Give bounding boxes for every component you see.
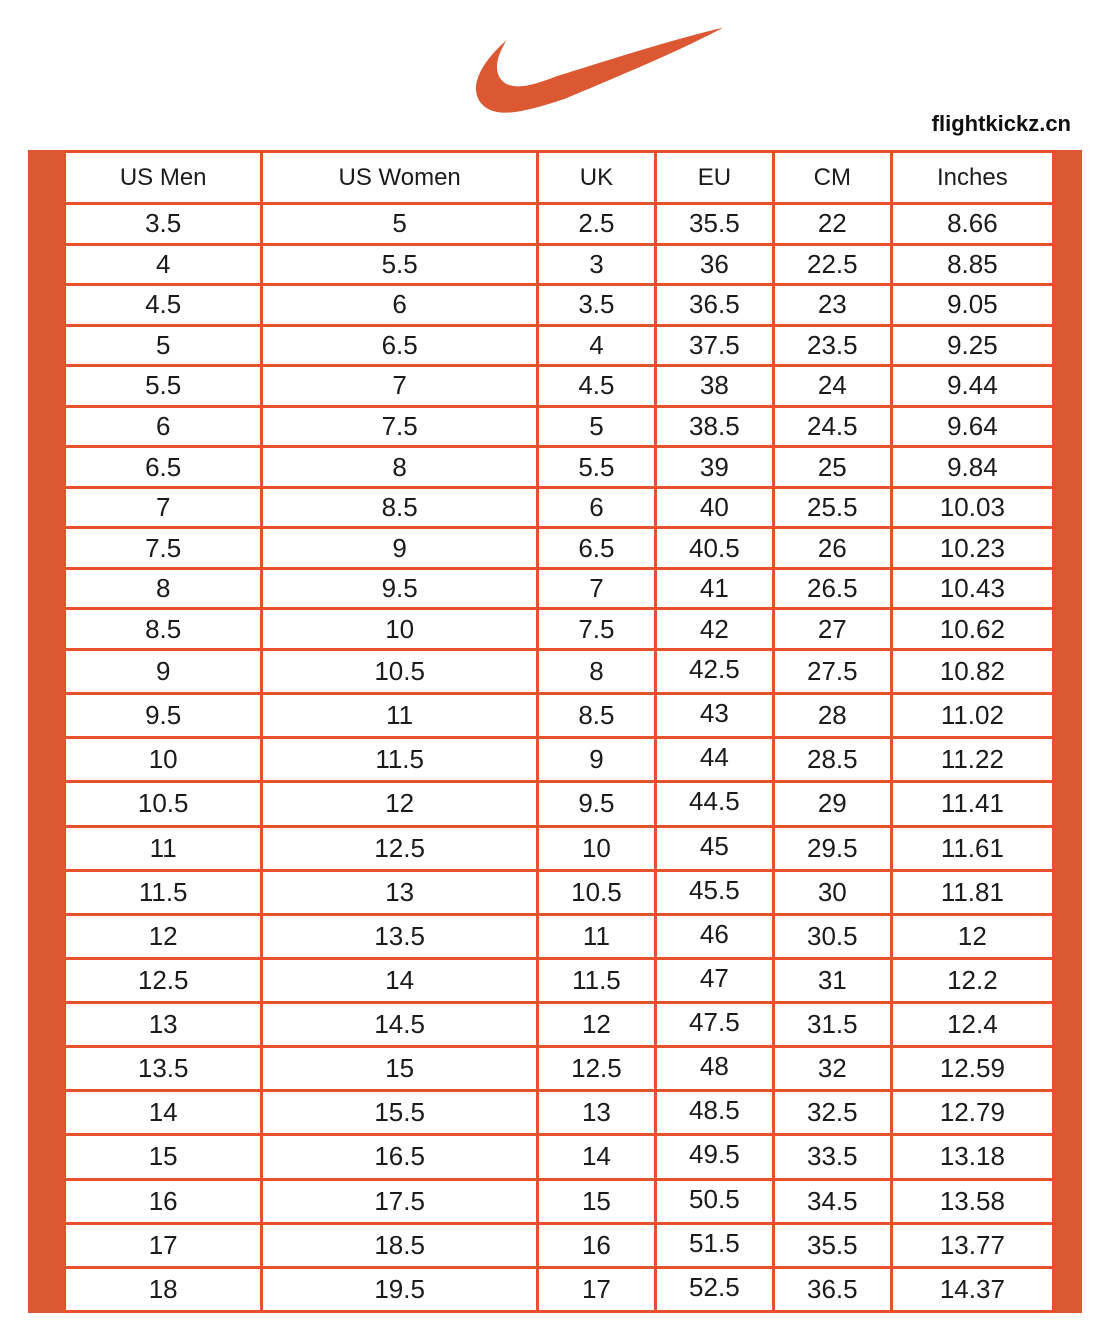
table-row bbox=[65, 958, 1054, 1002]
table-cell: 8.5 bbox=[65, 609, 262, 650]
table-cell: 6 bbox=[262, 285, 538, 326]
table-cell: 14 bbox=[537, 1135, 655, 1179]
table-cell: 9.64 bbox=[891, 406, 1053, 447]
table-cell: 19.5 bbox=[262, 1267, 538, 1311]
table-cell: 10.5 bbox=[262, 650, 538, 694]
table-cell: 2.5 bbox=[537, 204, 655, 245]
table-cell: 41 bbox=[655, 568, 773, 609]
table-cell: 10.43 bbox=[891, 568, 1053, 609]
table-row bbox=[65, 285, 1054, 326]
table-cell: 12.5 bbox=[65, 958, 262, 1002]
table-row bbox=[65, 406, 1054, 447]
table-cell: 7.5 bbox=[537, 609, 655, 650]
table-cell: 7.5 bbox=[65, 528, 262, 569]
table-cell: 45 bbox=[655, 826, 773, 870]
table-cell: 3.5 bbox=[65, 204, 262, 245]
table-cell: 24.5 bbox=[773, 406, 891, 447]
table-cell: 9.5 bbox=[262, 568, 538, 609]
site-label: flightkickz.cn bbox=[931, 111, 1071, 136]
table-cell: 9.44 bbox=[891, 366, 1053, 407]
table-cell: 12.5 bbox=[537, 1047, 655, 1091]
table-cell: 4 bbox=[65, 244, 262, 285]
column-header-inches: Inches bbox=[891, 152, 1053, 204]
header-row bbox=[65, 152, 1054, 204]
table-cell: 11.61 bbox=[891, 826, 1053, 870]
table-row bbox=[65, 870, 1054, 914]
table-cell: 28.5 bbox=[773, 738, 891, 782]
table-row bbox=[65, 694, 1054, 738]
table-cell: 31 bbox=[773, 958, 891, 1002]
table-cell: 13.58 bbox=[891, 1179, 1053, 1223]
table-cell: 44 bbox=[655, 738, 773, 782]
table-cell: 5.5 bbox=[537, 447, 655, 488]
table-cell: 40.5 bbox=[655, 528, 773, 569]
table-cell: 32.5 bbox=[773, 1091, 891, 1135]
left-accent-bar bbox=[28, 150, 63, 1313]
table-cell: 5 bbox=[262, 204, 538, 245]
table-cell: 52.5 bbox=[655, 1267, 773, 1311]
table-cell: 36 bbox=[655, 244, 773, 285]
table-cell: 3 bbox=[537, 244, 655, 285]
table-cell: 13.77 bbox=[891, 1223, 1053, 1267]
table-cell: 42.5 bbox=[655, 650, 773, 694]
table-cell: 26.5 bbox=[773, 568, 891, 609]
table-cell: 38 bbox=[655, 366, 773, 407]
table-row bbox=[65, 204, 1054, 245]
table-cell: 11 bbox=[65, 826, 262, 870]
table-cell: 9.25 bbox=[891, 325, 1053, 366]
table-cell: 12.79 bbox=[891, 1091, 1053, 1135]
table-cell: 12.59 bbox=[891, 1047, 1053, 1091]
table-row bbox=[65, 447, 1054, 488]
table-cell: 12 bbox=[262, 782, 538, 826]
table-cell: 48 bbox=[655, 1047, 773, 1091]
table-cell: 13 bbox=[262, 870, 538, 914]
table-cell: 30 bbox=[773, 870, 891, 914]
table-cell: 38.5 bbox=[655, 406, 773, 447]
table-cell: 11 bbox=[262, 694, 538, 738]
table-cell: 37.5 bbox=[655, 325, 773, 366]
table-row bbox=[65, 528, 1054, 569]
table-row bbox=[65, 1135, 1054, 1179]
table-cell: 12 bbox=[891, 914, 1053, 958]
table-cell: 22.5 bbox=[773, 244, 891, 285]
table-cell: 25 bbox=[773, 447, 891, 488]
table-cell: 14.37 bbox=[891, 1267, 1053, 1311]
table-cell: 48.5 bbox=[655, 1091, 773, 1135]
table-row bbox=[65, 782, 1054, 826]
table-cell: 16 bbox=[65, 1179, 262, 1223]
table-cell: 14 bbox=[65, 1091, 262, 1135]
table-cell: 27.5 bbox=[773, 650, 891, 694]
table-cell: 6.5 bbox=[262, 325, 538, 366]
table-cell: 6 bbox=[537, 487, 655, 528]
table-row bbox=[65, 826, 1054, 870]
table-row bbox=[65, 1179, 1054, 1223]
table-cell: 18.5 bbox=[262, 1223, 538, 1267]
table-cell: 7 bbox=[537, 568, 655, 609]
table-cell: 11.5 bbox=[262, 738, 538, 782]
table-cell: 12 bbox=[537, 1003, 655, 1047]
table-cell: 6 bbox=[65, 406, 262, 447]
column-header-us-women: US Women bbox=[262, 152, 538, 204]
table-cell: 10 bbox=[262, 609, 538, 650]
table-cell: 35.5 bbox=[773, 1223, 891, 1267]
table-cell: 44.5 bbox=[655, 782, 773, 826]
table-cell: 5.5 bbox=[262, 244, 538, 285]
table-cell: 28 bbox=[773, 694, 891, 738]
table-cell: 4 bbox=[537, 325, 655, 366]
table-cell: 11.5 bbox=[537, 958, 655, 1002]
table-cell: 8.5 bbox=[537, 694, 655, 738]
table-cell: 23 bbox=[773, 285, 891, 326]
table-cell: 51.5 bbox=[655, 1223, 773, 1267]
table-row bbox=[65, 738, 1054, 782]
table-cell: 16.5 bbox=[262, 1135, 538, 1179]
table-cell: 6.5 bbox=[65, 447, 262, 488]
table-cell: 29.5 bbox=[773, 826, 891, 870]
table-row bbox=[65, 244, 1054, 285]
table-cell: 15 bbox=[537, 1179, 655, 1223]
table-cell: 9.5 bbox=[537, 782, 655, 826]
table-cell: 8.66 bbox=[891, 204, 1053, 245]
right-accent-bar bbox=[1055, 150, 1082, 1313]
table-cell: 22 bbox=[773, 204, 891, 245]
table-cell: 13 bbox=[65, 1003, 262, 1047]
table-cell: 10.03 bbox=[891, 487, 1053, 528]
table-row bbox=[65, 1091, 1054, 1135]
table-cell: 34.5 bbox=[773, 1179, 891, 1223]
table-cell: 10.23 bbox=[891, 528, 1053, 569]
table-cell: 50.5 bbox=[655, 1179, 773, 1223]
table-cell: 13 bbox=[537, 1091, 655, 1135]
table-cell: 4.5 bbox=[537, 366, 655, 407]
table-body bbox=[65, 204, 1054, 1312]
table-cell: 12.5 bbox=[262, 826, 538, 870]
table-cell: 12.4 bbox=[891, 1003, 1053, 1047]
table-cell: 11.81 bbox=[891, 870, 1053, 914]
nike-swoosh-logo bbox=[452, 26, 724, 123]
table-cell: 14.5 bbox=[262, 1003, 538, 1047]
table-row bbox=[65, 1267, 1054, 1311]
table-cell: 17.5 bbox=[262, 1179, 538, 1223]
table-cell: 10.5 bbox=[65, 782, 262, 826]
table-cell: 12 bbox=[65, 914, 262, 958]
table-cell: 40 bbox=[655, 487, 773, 528]
table-cell: 12.2 bbox=[891, 958, 1053, 1002]
table-cell: 11.5 bbox=[65, 870, 262, 914]
table-cell: 15 bbox=[65, 1135, 262, 1179]
table-cell: 26 bbox=[773, 528, 891, 569]
table-cell: 46 bbox=[655, 914, 773, 958]
table-cell: 6.5 bbox=[537, 528, 655, 569]
table-cell: 3.5 bbox=[537, 285, 655, 326]
table-row bbox=[65, 914, 1054, 958]
table-cell: 10.62 bbox=[891, 609, 1053, 650]
column-header-us-men: US Men bbox=[65, 152, 262, 204]
table-cell: 9 bbox=[262, 528, 538, 569]
table-cell: 11 bbox=[537, 914, 655, 958]
column-header-uk: UK bbox=[537, 152, 655, 204]
table-cell: 13.5 bbox=[262, 914, 538, 958]
table-cell: 17 bbox=[537, 1267, 655, 1311]
table-cell: 10.82 bbox=[891, 650, 1053, 694]
table-cell: 24 bbox=[773, 366, 891, 407]
table-cell: 10.5 bbox=[537, 870, 655, 914]
table-cell: 36.5 bbox=[773, 1267, 891, 1311]
table-cell: 8.5 bbox=[262, 487, 538, 528]
table-cell: 9 bbox=[65, 650, 262, 694]
table-cell: 8.85 bbox=[891, 244, 1053, 285]
table-row bbox=[65, 568, 1054, 609]
table-cell: 14 bbox=[262, 958, 538, 1002]
table-cell: 16 bbox=[537, 1223, 655, 1267]
table-cell: 11.02 bbox=[891, 694, 1053, 738]
table-cell: 9.05 bbox=[891, 285, 1053, 326]
table-cell: 30.5 bbox=[773, 914, 891, 958]
table-cell: 9 bbox=[537, 738, 655, 782]
column-header-cm: CM bbox=[773, 152, 891, 204]
table-cell: 23.5 bbox=[773, 325, 891, 366]
table-row bbox=[65, 487, 1054, 528]
table-cell: 10 bbox=[537, 826, 655, 870]
table-cell: 43 bbox=[655, 694, 773, 738]
table-cell: 47.5 bbox=[655, 1003, 773, 1047]
table-cell: 11.41 bbox=[891, 782, 1053, 826]
column-header-eu: EU bbox=[655, 152, 773, 204]
table-cell: 8 bbox=[65, 568, 262, 609]
table-cell: 42 bbox=[655, 609, 773, 650]
swoosh-icon bbox=[452, 26, 724, 123]
table-cell: 7.5 bbox=[262, 406, 538, 447]
table-cell: 13.5 bbox=[65, 1047, 262, 1091]
table-cell: 9.84 bbox=[891, 447, 1053, 488]
table-row bbox=[65, 1047, 1054, 1091]
table-cell: 18 bbox=[65, 1267, 262, 1311]
table-cell: 13.18 bbox=[891, 1135, 1053, 1179]
table-cell: 31.5 bbox=[773, 1003, 891, 1047]
table-cell: 47 bbox=[655, 958, 773, 1002]
table-row bbox=[65, 325, 1054, 366]
table-cell: 7 bbox=[65, 487, 262, 528]
table-cell: 8 bbox=[537, 650, 655, 694]
table-cell: 36.5 bbox=[655, 285, 773, 326]
table-cell: 15 bbox=[262, 1047, 538, 1091]
table-cell: 45.5 bbox=[655, 870, 773, 914]
table-row bbox=[65, 650, 1054, 694]
size-chart-region bbox=[28, 150, 1082, 1313]
table-cell: 4.5 bbox=[65, 285, 262, 326]
table-cell: 27 bbox=[773, 609, 891, 650]
table-row bbox=[65, 366, 1054, 407]
table-cell: 15.5 bbox=[262, 1091, 538, 1135]
table-cell: 8 bbox=[262, 447, 538, 488]
table-cell: 39 bbox=[655, 447, 773, 488]
table-row bbox=[65, 609, 1054, 650]
table-cell: 17 bbox=[65, 1223, 262, 1267]
table-cell: 49.5 bbox=[655, 1135, 773, 1179]
table-cell: 11.22 bbox=[891, 738, 1053, 782]
table-cell: 29 bbox=[773, 782, 891, 826]
size-conversion-table bbox=[63, 150, 1055, 1313]
table-cell: 5 bbox=[65, 325, 262, 366]
table-cell: 7 bbox=[262, 366, 538, 407]
table-cell: 5 bbox=[537, 406, 655, 447]
table-row bbox=[65, 1223, 1054, 1267]
table-row bbox=[65, 1003, 1054, 1047]
table-cell: 32 bbox=[773, 1047, 891, 1091]
table-cell: 35.5 bbox=[655, 204, 773, 245]
table-cell: 9.5 bbox=[65, 694, 262, 738]
table-cell: 5.5 bbox=[65, 366, 262, 407]
table-cell: 10 bbox=[65, 738, 262, 782]
table-cell: 25.5 bbox=[773, 487, 891, 528]
table-cell: 33.5 bbox=[773, 1135, 891, 1179]
